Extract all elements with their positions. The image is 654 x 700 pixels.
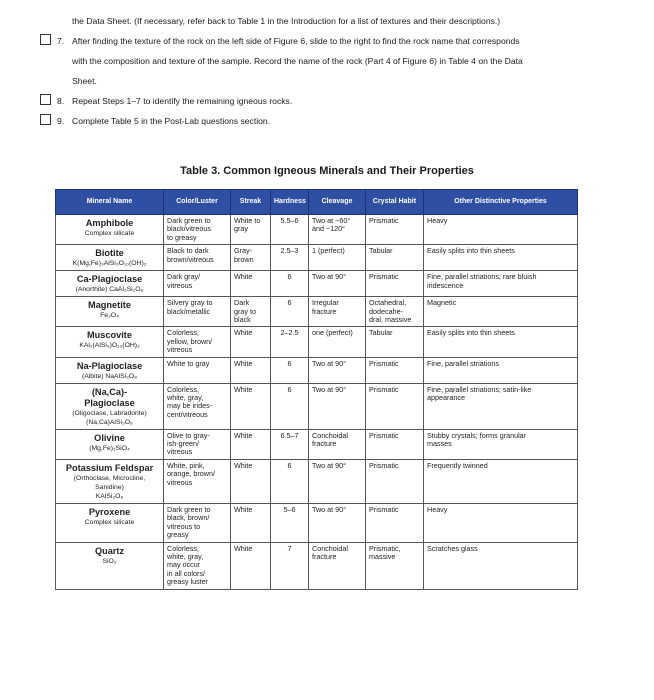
mineral-formula: (Albite) NaAlSi₃O₈	[81, 372, 138, 380]
step-7-number: 7.	[57, 36, 65, 46]
other-properties-cell: Easily splits into thin sheets	[424, 327, 578, 357]
streak-cell: White	[231, 503, 271, 542]
mineral-name: Pyroxene	[88, 506, 131, 517]
cleavage-cell: Two at 90°	[309, 459, 366, 503]
table-title: Table 3. Common Igneous Minerals and Their Properties	[180, 165, 474, 177]
color-luster-cell: Colorless, white, gray, may be irides- cent/vitreous	[164, 383, 231, 429]
header-other-properties: Other Distinctive Properties	[424, 190, 578, 215]
mineral-name-cell	[56, 542, 164, 589]
cleavage-cell: 1 (perfect)	[309, 245, 366, 271]
color-luster-cell: Black to dark brown/vitreous	[164, 245, 231, 271]
step-7-checkbox[interactable]	[40, 34, 51, 45]
color-luster-cell: Dark green to black, brown/ vitreous to greasy	[164, 503, 231, 542]
mineral-name-cell	[56, 271, 164, 297]
other-properties-cell: Stubby crystals; forms granular masses	[424, 429, 578, 459]
cleavage-cell: Conchoidal fracture	[309, 429, 366, 459]
mineral-name-cell	[56, 327, 164, 357]
streak-cell: White to gray	[231, 215, 271, 245]
mineral-note: Complex silicate	[84, 518, 135, 526]
step-9-text: Complete Table 5 in the Post-Lab questions section.	[72, 116, 271, 126]
crystal-habit-cell: Prismatic	[366, 383, 424, 429]
crystal-habit-cell: Tabular	[366, 327, 424, 357]
crystal-habit-cell: Prismatic	[366, 215, 424, 245]
table-row	[56, 297, 578, 327]
mineral-name-cell	[56, 429, 164, 459]
mineral-name: (Na,Ca)- Plagioclase	[84, 386, 135, 408]
mineral-name-cell	[56, 215, 164, 245]
streak-cell: White	[231, 383, 271, 429]
color-luster-cell: Colorless, white, gray, may occur in all colors/ greasy luster	[164, 542, 231, 589]
step-7-line-3: Sheet.	[72, 76, 97, 86]
other-properties-cell: Scratches glass	[424, 542, 578, 589]
mineral-name: Potassium Feldspar	[65, 462, 154, 473]
header-cleavage: Cleavage	[309, 190, 366, 215]
header-crystal-habit: Crystal Habit	[366, 190, 424, 215]
step-7-line-2: with the composition and texture of the sample. Record the name of the rock (Part 4 of Figure 6) in Table 4 on the Data	[72, 56, 523, 66]
hardness-cell: 7	[271, 542, 309, 589]
mineral-formula: SiO₂	[102, 557, 117, 565]
step-8	[38, 94, 618, 108]
streak-cell: White	[231, 542, 271, 589]
table-row	[56, 383, 578, 429]
mineral-formula: (Na,Ca)AlSi₃O₈	[86, 418, 133, 426]
streak-cell: White	[231, 327, 271, 357]
table-row	[56, 503, 578, 542]
mineral-note: (Orthoclase, Microcline, Sanidine)	[73, 474, 146, 491]
crystal-habit-cell: Prismatic	[366, 357, 424, 383]
hardness-cell: 6	[271, 297, 309, 327]
color-luster-cell: White to gray	[164, 357, 231, 383]
other-properties-cell: Fine, parallel striations; satin-like appearance	[424, 383, 578, 429]
cleavage-cell: Two at 90°	[309, 357, 366, 383]
crystal-habit-cell: Tabular	[366, 245, 424, 271]
color-luster-cell: Olive to gray- ish-green/ vitreous	[164, 429, 231, 459]
header-mineral-name: Mineral Name	[56, 190, 164, 215]
instructions	[38, 14, 618, 128]
igneous-minerals-table	[55, 189, 578, 590]
mineral-name-cell	[56, 383, 164, 429]
hardness-cell: 2–2.5	[271, 327, 309, 357]
step-7-line-1: After finding the texture of the rock on the left side of Figure 6, slide to the right to find the rock name that corresponds	[72, 36, 520, 46]
streak-cell: White	[231, 459, 271, 503]
crystal-habit-cell: Prismatic	[366, 459, 424, 503]
mineral-note: (Oligoclase, Labradorite)	[72, 409, 147, 417]
hardness-cell: 5.5–6	[271, 215, 309, 245]
instruction-continuation: the Data Sheet. (If necessary, refer back to Table 1 in the Introduction for a list of textures and their descriptions.)	[72, 16, 501, 26]
table-row	[56, 271, 578, 297]
cleavage-cell: Irregular fracture	[309, 297, 366, 327]
cleavage-cell: Two at 90°	[309, 383, 366, 429]
step-8-number: 8.	[57, 96, 65, 106]
crystal-habit-cell: Prismatic	[366, 429, 424, 459]
table-header-row	[56, 190, 578, 215]
hardness-cell: 6	[271, 459, 309, 503]
table-row	[56, 357, 578, 383]
cleavage-cell: Two at 90°	[309, 271, 366, 297]
mineral-name: Amphibole	[85, 218, 134, 228]
streak-cell: White	[231, 271, 271, 297]
other-properties-cell: Heavy	[424, 215, 578, 245]
mineral-note: Complex silicate	[84, 230, 135, 237]
step-7	[38, 34, 618, 48]
table-row	[56, 215, 578, 245]
mineral-formula: Fe₃O₄	[100, 312, 119, 320]
mineral-name: Magnetite	[88, 300, 131, 311]
mineral-formula: KAlSi₃O₈	[95, 492, 124, 500]
step-8-text: Repeat Steps 1–7 to identify the remaining igneous rocks.	[72, 96, 293, 106]
step-8-checkbox[interactable]	[40, 94, 51, 105]
streak-cell: Gray- brown	[231, 245, 271, 271]
streak-cell: Dark gray to black	[231, 297, 271, 327]
hardness-cell: 6	[271, 383, 309, 429]
crystal-habit-cell: Prismatic	[366, 503, 424, 542]
mineral-name: Muscovite	[87, 330, 132, 341]
header-streak: Streak	[231, 190, 271, 215]
cleavage-cell: Two at 90°	[309, 503, 366, 542]
table-row	[56, 542, 578, 589]
mineral-name-cell	[56, 297, 164, 327]
other-properties-cell: Fine, parallel striations; rare bluish iridescence	[424, 271, 578, 297]
hardness-cell: 5–6	[271, 503, 309, 542]
mineral-name: Ca-Plagioclase	[76, 274, 143, 285]
crystal-habit-cell: Octahedral, dodecahe- dral, massive	[366, 297, 424, 327]
table-row	[56, 459, 578, 503]
cleavage-cell: Two at ~60° and ~120°	[309, 215, 366, 245]
table-row	[56, 327, 578, 357]
hardness-cell: 6.5–7	[271, 429, 309, 459]
header-color-luster: Color/Luster	[164, 190, 231, 215]
table-row	[56, 429, 578, 459]
step-9-checkbox[interactable]	[40, 114, 51, 125]
other-properties-cell: Easily splits into thin sheets	[424, 245, 578, 271]
cleavage-cell: Conchoidal fracture	[309, 542, 366, 589]
color-luster-cell: White, pink, orange, brown/ vitreous	[164, 459, 231, 503]
mineral-formula: K(Mg,Fe)₃AlSi₃O₁₀(OH)₂	[72, 260, 147, 268]
crystal-habit-cell: Prismatic	[366, 271, 424, 297]
streak-cell: White	[231, 357, 271, 383]
step-9-number: 9.	[57, 116, 65, 126]
color-luster-cell: Dark gray/ vitreous	[164, 271, 231, 297]
color-luster-cell: Dark green to black/vitreous to greasy	[164, 215, 231, 245]
crystal-habit-cell: Prismatic, massive	[366, 542, 424, 589]
mineral-formula: (Anorthite) CaAl₂Si₂O₈	[75, 286, 144, 294]
mineral-name-cell	[56, 357, 164, 383]
other-properties-cell: Frequently twinned	[424, 459, 578, 503]
mineral-name: Quartz	[94, 545, 125, 556]
other-properties-cell: Fine, parallel striations	[424, 357, 578, 383]
mineral-name-cell	[56, 245, 164, 271]
streak-cell: White	[231, 429, 271, 459]
mineral-name: Biotite	[95, 248, 124, 259]
color-luster-cell: Silvery gray to black/metallic	[164, 297, 231, 327]
mineral-name-cell	[56, 503, 164, 542]
other-properties-cell: Magnetic	[424, 297, 578, 327]
hardness-cell: 6	[271, 357, 309, 383]
hardness-cell: 2.5–3	[271, 245, 309, 271]
other-properties-cell: Heavy	[424, 503, 578, 542]
color-luster-cell: Colorless, yellow, brown/ vitreous	[164, 327, 231, 357]
hardness-cell: 6	[271, 271, 309, 297]
mineral-formula: KAl₂(AlSi₃)O₁₀(OH)₂	[79, 342, 140, 350]
mineral-name-cell	[56, 459, 164, 503]
table-row	[56, 245, 578, 271]
step-9	[38, 114, 618, 128]
mineral-name: Na-Plagioclase	[76, 360, 143, 371]
header-hardness: Hardness	[271, 190, 309, 215]
cleavage-cell: one (perfect)	[309, 327, 366, 357]
mineral-formula: (Mg,Fe)₂SiO₄	[89, 444, 130, 452]
mineral-name: Olivine	[94, 432, 125, 443]
